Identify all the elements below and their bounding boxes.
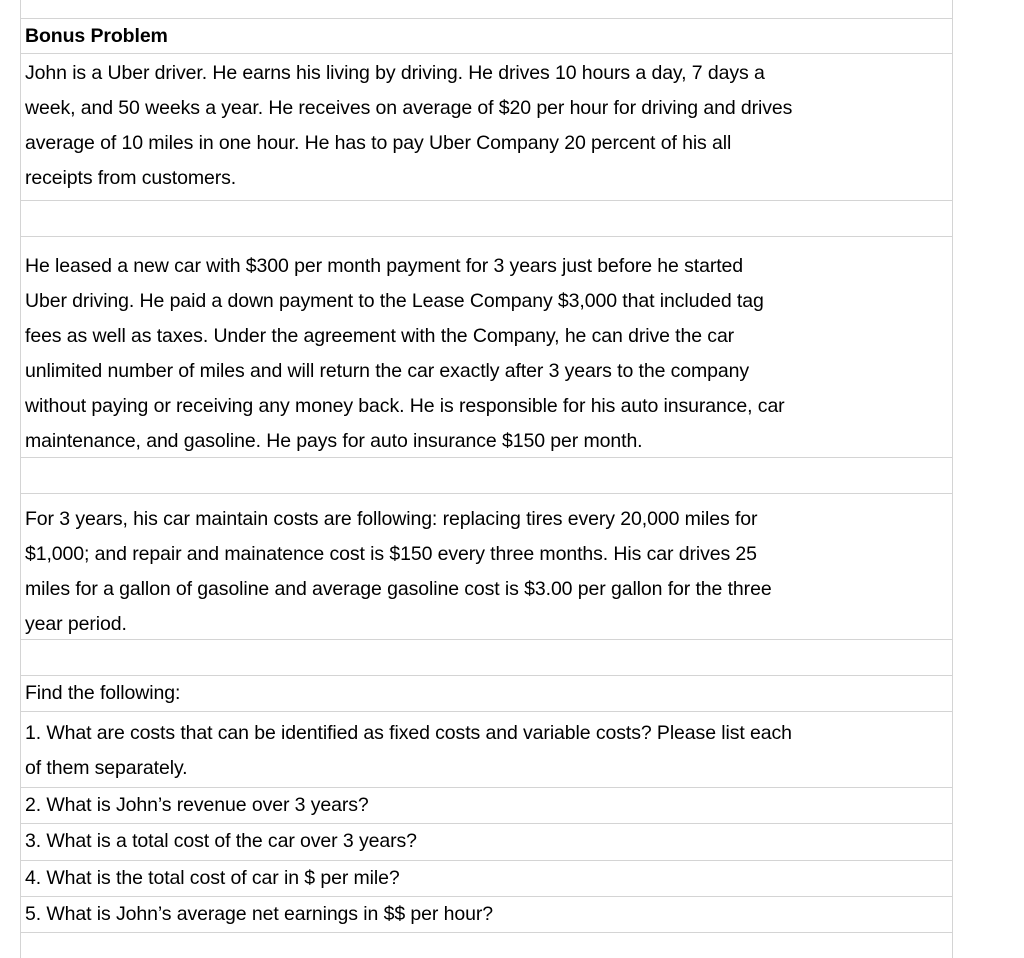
question-5-text: 5. What is John’s average net earnings in $$ per hour? [25, 903, 493, 925]
cell-title[interactable] [20, 18, 952, 53]
question-3-text: 3. What is a total cost of the car over 3 years? [25, 830, 417, 852]
cell-empty[interactable] [20, 200, 952, 236]
title-text: Bonus Problem [25, 25, 168, 47]
find-heading-text: Find the following: [25, 682, 181, 704]
cell-empty[interactable] [20, 457, 952, 493]
cell-question-1[interactable] [20, 711, 952, 787]
paragraph-2-line: He leased a new car with $300 per month payment for 3 years just before he started [25, 255, 744, 277]
cell-paragraph-2[interactable] [20, 236, 952, 457]
paragraph-2-line: unlimited number of miles and will return the car exactly after 3 years to the company [25, 360, 750, 382]
paragraph-3-line: $1,000; and repair and mainatence cost is $150 every three months. His car drives 25 [25, 543, 757, 565]
paragraph-1-line: receipts from customers. [25, 167, 237, 189]
question-1-line: 1. What are costs that can be identified as fixed costs and variable costs? Please list each [25, 722, 792, 744]
cell-question-4[interactable] [20, 860, 952, 896]
cell-empty[interactable] [20, 932, 952, 958]
question-4-text: 4. What is the total cost of car in $ per mile? [25, 867, 400, 889]
cell-empty[interactable] [20, 0, 952, 18]
question-1-line: of them separately. [25, 757, 188, 779]
paragraph-1-line: John is a Uber driver. He earns his living by driving. He drives 10 hours a day, 7 days a [25, 62, 765, 84]
question-2-text: 2. What is John’s revenue over 3 years? [25, 794, 369, 816]
paragraph-3-line: year period. [25, 613, 127, 635]
paragraph-1-line: average of 10 miles in one hour. He has to pay Uber Company 20 percent of his all [25, 132, 732, 154]
paragraph-1-line: week, and 50 weeks a year. He receives on average of $20 per hour for driving and drives [25, 97, 793, 119]
paragraph-2-line: fees as well as taxes. Under the agreement with the Company, he can drive the car [25, 325, 735, 347]
cell-paragraph-3[interactable] [20, 493, 952, 639]
paragraph-2-line: Uber driving. He paid a down payment to the Lease Company $3,000 that included tag [25, 290, 764, 312]
cell-question-5[interactable] [20, 896, 952, 932]
paragraph-2-line: maintenance, and gasoline. He pays for auto insurance $150 per month. [25, 430, 643, 452]
cell-question-2[interactable] [20, 787, 952, 823]
cell-paragraph-1[interactable] [20, 53, 952, 200]
paragraph-2-line: without paying or receiving any money back. He is responsible for his auto insurance, car [25, 395, 785, 417]
column-divider-right [952, 0, 953, 958]
cell-find-heading[interactable] [20, 675, 952, 711]
paragraph-3-line: miles for a gallon of gasoline and average gasoline cost is $3.00 per gallon for the three [25, 578, 772, 600]
paragraph-3-line: For 3 years, his car maintain costs are following: replacing tires every 20,000 miles for [25, 508, 758, 530]
cell-question-3[interactable] [20, 823, 952, 860]
cell-empty[interactable] [20, 639, 952, 675]
